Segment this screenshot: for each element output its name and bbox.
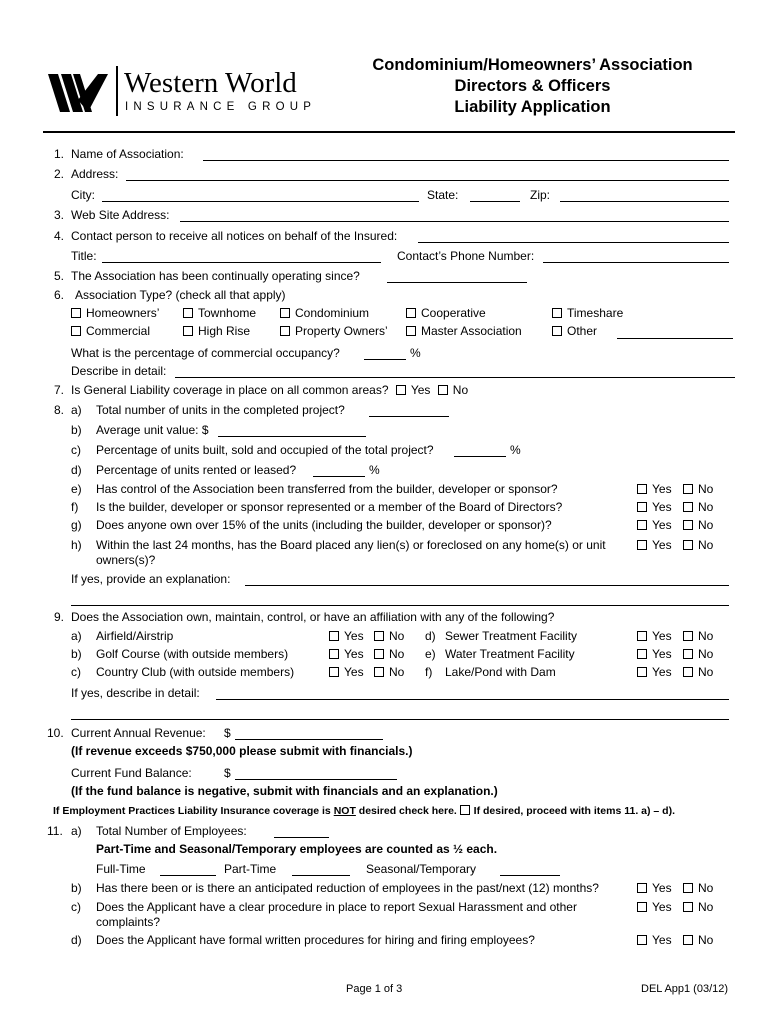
epl-decline-checkbox[interactable]: [460, 805, 470, 815]
q9d-letter: d): [425, 629, 436, 643]
q11c-text-cont: complaints?: [96, 915, 161, 929]
q9c-no-option[interactable]: No: [374, 665, 404, 679]
zip-label: Zip:: [530, 188, 551, 202]
website-field[interactable]: [180, 221, 729, 222]
q9f-yes-checkbox[interactable]: [637, 667, 647, 677]
q11b-yes-checkbox[interactable]: [637, 883, 647, 893]
q11d-yes-checkbox[interactable]: [637, 935, 647, 945]
q8-number: 8.: [54, 403, 65, 417]
gl-no-option[interactable]: No: [438, 383, 468, 397]
gl-yes-checkbox[interactable]: [396, 385, 406, 395]
q9f-text: Lake/Pond with Dam: [445, 665, 556, 679]
q10-number: 10.: [47, 726, 64, 740]
gl-no-checkbox[interactable]: [438, 385, 448, 395]
q9b-yes-option[interactable]: Yes: [329, 647, 364, 661]
city-field[interactable]: [102, 201, 419, 202]
q11a-text: Total Number of Employees:: [96, 824, 247, 838]
q8e-letter: e): [71, 482, 82, 496]
high-rise-checkbox[interactable]: [183, 326, 193, 336]
q9b-no-option[interactable]: No: [374, 647, 404, 661]
q3-number: 3.: [54, 208, 65, 222]
contact-title-field[interactable]: [102, 262, 381, 263]
q9d-yes-checkbox[interactable]: [637, 631, 647, 641]
q11d-no-checkbox[interactable]: [683, 935, 693, 945]
q8h-letter: h): [71, 538, 82, 552]
type-other[interactable]: Other: [552, 324, 597, 338]
q8h-no-option[interactable]: No: [683, 538, 713, 552]
average-unit-value-field[interactable]: [218, 436, 366, 437]
city-label: City:: [71, 188, 95, 202]
q8f-yes-option[interactable]: Yes: [637, 500, 672, 514]
q9b-yes-checkbox[interactable]: [329, 649, 339, 659]
q8d-text: Percentage of units rented or leased?: [96, 463, 297, 477]
q11c-no-checkbox[interactable]: [683, 902, 693, 912]
type-high-rise[interactable]: High Rise: [183, 324, 250, 338]
q8h-yes-option[interactable]: Yes: [637, 538, 672, 552]
q9c-no-checkbox[interactable]: [374, 667, 384, 677]
seasonal-field[interactable]: [500, 875, 560, 876]
q9a-yes-option[interactable]: Yes: [329, 629, 364, 643]
q11c-yes-option[interactable]: Yes: [637, 900, 672, 914]
revenue-note: (If revenue exceeds $750,000 please submit with financials.): [71, 744, 413, 758]
form-title-line3: Liability Application: [454, 98, 611, 116]
other-checkbox[interactable]: [552, 326, 562, 336]
q9a-no-checkbox[interactable]: [374, 631, 384, 641]
q8g-letter: g): [71, 518, 82, 532]
logo-divider: [116, 66, 118, 116]
q9c-yes-option[interactable]: Yes: [329, 665, 364, 679]
q8e-yes-option[interactable]: Yes: [637, 482, 672, 496]
q9-label: Does the Association own, maintain, control, or have an affiliation with any of the following?: [71, 610, 555, 624]
q8f-letter: f): [71, 500, 79, 514]
zip-field[interactable]: [560, 201, 729, 202]
operating-since-field[interactable]: [387, 282, 527, 283]
q6-number: 6.: [54, 288, 65, 302]
q8g-no-checkbox[interactable]: [683, 520, 693, 530]
q9e-yes-checkbox[interactable]: [637, 649, 647, 659]
fund-balance-field[interactable]: [235, 779, 397, 780]
q9a-no-option[interactable]: No: [374, 629, 404, 643]
q11b-no-checkbox[interactable]: [683, 883, 693, 893]
fulltime-label: Full-Time: [96, 862, 146, 876]
q9c-letter: c): [71, 665, 81, 679]
q9b-no-checkbox[interactable]: [374, 649, 384, 659]
revenue-dollar: $: [224, 726, 231, 740]
q8f-yes-checkbox[interactable]: [637, 502, 647, 512]
q9e-no-checkbox[interactable]: [683, 649, 693, 659]
q8f-text: Is the builder, developer or sponsor represented or a member of the Board of Directors?: [96, 500, 563, 514]
form-title-line1: Condominium/Homeowners’ Association: [372, 56, 693, 74]
q11d-text: Does the Applicant have formal written procedures for hiring and firing employees?: [96, 933, 535, 947]
q11c-yes-checkbox[interactable]: [637, 902, 647, 912]
q9f-letter: f): [425, 665, 433, 679]
type-describe-label: Describe in detail:: [71, 364, 167, 378]
property-owners-checkbox[interactable]: [280, 326, 290, 336]
q8e-yes-checkbox[interactable]: [637, 484, 647, 494]
q9f-yes-option[interactable]: Yes: [637, 665, 672, 679]
q9a-text: Airfield/Airstrip: [96, 629, 174, 643]
q11c-no-option[interactable]: No: [683, 900, 713, 914]
type-cooperative[interactable]: Cooperative: [406, 306, 486, 320]
q9b-text: Golf Course (with outside members): [96, 647, 289, 661]
q8-explain-label: If yes, provide an explanation:: [71, 572, 231, 586]
q9-number: 9.: [54, 610, 65, 624]
q8c-letter: c): [71, 443, 81, 457]
q11b-no-option[interactable]: No: [683, 881, 713, 895]
q9c-text: Country Club (with outside members): [96, 665, 295, 679]
q6-label: Association Type? (check all that apply): [75, 288, 286, 302]
q9a-letter: a): [71, 629, 82, 643]
commercial-occupancy-label: What is the percentage of commercial occupancy?: [71, 346, 340, 360]
q5-number: 5.: [54, 269, 65, 283]
q8g-yes-checkbox[interactable]: [637, 520, 647, 530]
timeshare-checkbox[interactable]: [552, 308, 562, 318]
q9d-no-option[interactable]: No: [683, 629, 713, 643]
parttime-label: Part-Time: [224, 862, 277, 876]
q8a-letter: a): [71, 403, 82, 417]
q8b-text: Average unit value: $: [96, 423, 209, 437]
type-property-owners[interactable]: Property Owners’: [280, 324, 388, 338]
q8h-text: Within the last 24 months, has the Board placed any lien(s) or foreclosed on any home(s) or unit: [96, 538, 606, 552]
q5-label: The Association has been continually operating since?: [71, 269, 360, 283]
employees-note: Part-Time and Seasonal/Temporary employees are counted as ½ each.: [96, 842, 498, 856]
q11d-letter: d): [71, 933, 82, 947]
type-homeowners[interactable]: Homeowners’: [71, 306, 159, 320]
cooperative-checkbox[interactable]: [406, 308, 416, 318]
commercial-occupancy-field[interactable]: [364, 359, 406, 360]
q9d-no-checkbox[interactable]: [683, 631, 693, 641]
logo-name: Western World: [124, 67, 297, 99]
other-type-field[interactable]: [617, 338, 733, 339]
q1-label: Name of Association:: [71, 147, 184, 161]
type-timeshare[interactable]: Timeshare: [552, 306, 623, 320]
q4-label: Contact person to receive all notices on behalf of the Insured:: [71, 229, 398, 243]
q8e-no-checkbox[interactable]: [683, 484, 693, 494]
q9-describe-field[interactable]: [216, 699, 729, 700]
form-title-line2: Directors & Officers: [454, 77, 611, 95]
q8h-yes-checkbox[interactable]: [637, 540, 647, 550]
commercial-occupancy-percent: %: [410, 346, 421, 360]
type-describe-field[interactable]: [175, 377, 735, 378]
q2-label: Address:: [71, 167, 119, 181]
q10-label: Current Annual Revenue:: [71, 726, 206, 740]
fund-note: (If the fund balance is negative, submit with financials and an explanation.): [71, 784, 498, 798]
type-condominium[interactable]: Condominium: [280, 306, 369, 320]
seasonal-label: Seasonal/Temporary: [366, 862, 477, 876]
q2-number: 2.: [54, 167, 65, 181]
q8g-yes-option[interactable]: Yes: [637, 518, 672, 532]
parttime-field[interactable]: [292, 875, 350, 876]
q9e-text: Water Treatment Facility: [445, 647, 575, 661]
form-number: DEL App1 (03/12): [641, 983, 729, 995]
townhome-checkbox[interactable]: [183, 308, 193, 318]
q11d-no-option[interactable]: No: [683, 933, 713, 947]
q9-describe-label: If yes, describe in detail:: [71, 686, 200, 700]
annual-revenue-field[interactable]: [235, 739, 383, 740]
state-field[interactable]: [470, 201, 520, 202]
association-name-field[interactable]: [203, 160, 729, 161]
q8-explain-field-line2[interactable]: [71, 605, 729, 606]
q8a-text: Total number of units in the completed project?: [96, 403, 345, 417]
type-townhome[interactable]: Townhome: [183, 306, 256, 320]
q9a-yes-checkbox[interactable]: [329, 631, 339, 641]
q11b-yes-option[interactable]: Yes: [637, 881, 672, 895]
q1-number: 1.: [54, 147, 65, 161]
western-world-logo-mark-icon: [48, 70, 110, 116]
q7-question: Is General Liability coverage in place on all common areas? Yes No: [71, 383, 469, 397]
q3-label: Web Site Address:: [71, 208, 170, 222]
q9e-yes-option[interactable]: Yes: [637, 647, 672, 661]
header-rule: [43, 131, 735, 133]
q8f-no-checkbox[interactable]: [683, 502, 693, 512]
q8b-letter: b): [71, 423, 82, 437]
q8f-no-option[interactable]: No: [683, 500, 713, 514]
q9-describe-field-line2[interactable]: [71, 719, 729, 720]
contact-phone-field[interactable]: [543, 262, 729, 263]
units-rented-field[interactable]: [313, 476, 365, 477]
q9d-yes-option[interactable]: Yes: [637, 629, 672, 643]
type-master-association[interactable]: Master Association: [406, 324, 522, 338]
q11b-letter: b): [71, 881, 82, 895]
q9b-letter: b): [71, 647, 82, 661]
units-occupied-field[interactable]: [454, 456, 506, 457]
page-number: Page 1 of 3: [346, 983, 403, 995]
q8e-no-option[interactable]: No: [683, 482, 713, 496]
commercial-checkbox[interactable]: [71, 326, 81, 336]
fund-balance-label: Current Fund Balance:: [71, 766, 192, 780]
q9c-yes-checkbox[interactable]: [329, 667, 339, 677]
epl-notice: If Employment Practices Liability Insurance coverage is NOT desired check here. If desired, proceed with items 11. a) – d).: [53, 805, 675, 817]
condominium-checkbox[interactable]: [280, 308, 290, 318]
q8g-no-option[interactable]: No: [683, 518, 713, 532]
q8e-text: Has control of the Association been transferred from the builder, developer or sponsor?: [96, 482, 558, 496]
q9e-letter: e): [425, 647, 436, 661]
q9f-no-option[interactable]: No: [683, 665, 713, 679]
q11-number: 11.: [47, 824, 63, 838]
q8g-text: Does anyone own over 15% of the units (including the builder, developer or sponsor)?: [96, 518, 552, 532]
homeowners-checkbox[interactable]: [71, 308, 81, 318]
q9d-text: Sewer Treatment Facility: [445, 629, 578, 643]
q8h-text-cont: owners(s)?: [96, 553, 156, 567]
q11d-yes-option[interactable]: Yes: [637, 933, 672, 947]
q9f-no-checkbox[interactable]: [683, 667, 693, 677]
contact-phone-label: Contact’s Phone Number:: [397, 249, 535, 263]
address-field[interactable]: [126, 180, 729, 181]
total-units-field[interactable]: [369, 416, 449, 417]
q11a-letter: a): [71, 824, 82, 838]
gl-yes-option[interactable]: Yes: [396, 383, 431, 397]
fund-dollar: $: [224, 766, 231, 780]
q8d-letter: d): [71, 463, 82, 477]
type-commercial[interactable]: Commercial: [71, 324, 150, 338]
q11c-text: Does the Applicant have a clear procedure in place to report Sexual Harassment and other: [96, 900, 577, 914]
q11b-text: Has there been or is there an anticipated reduction of employees in the past/next (12) months?: [96, 881, 599, 895]
q9e-no-option[interactable]: No: [683, 647, 713, 661]
q8d-percent: %: [369, 463, 380, 477]
fulltime-field[interactable]: [160, 875, 216, 876]
contact-person-field[interactable]: [418, 242, 729, 243]
state-label: State:: [427, 188, 459, 202]
master-association-checkbox[interactable]: [406, 326, 416, 336]
logo-subtitle: INSURANCE GROUP: [125, 101, 317, 113]
q8c-percent: %: [510, 443, 521, 457]
q7-number: 7.: [54, 383, 65, 397]
q8c-text: Percentage of units built, sold and occupied of the total project?: [96, 443, 434, 457]
q4-number: 4.: [54, 229, 65, 243]
q8-explain-field[interactable]: [245, 585, 729, 586]
total-employees-field[interactable]: [274, 837, 329, 838]
q8h-no-checkbox[interactable]: [683, 540, 693, 550]
contact-title-label: Title:: [71, 249, 97, 263]
q11c-letter: c): [71, 900, 81, 914]
